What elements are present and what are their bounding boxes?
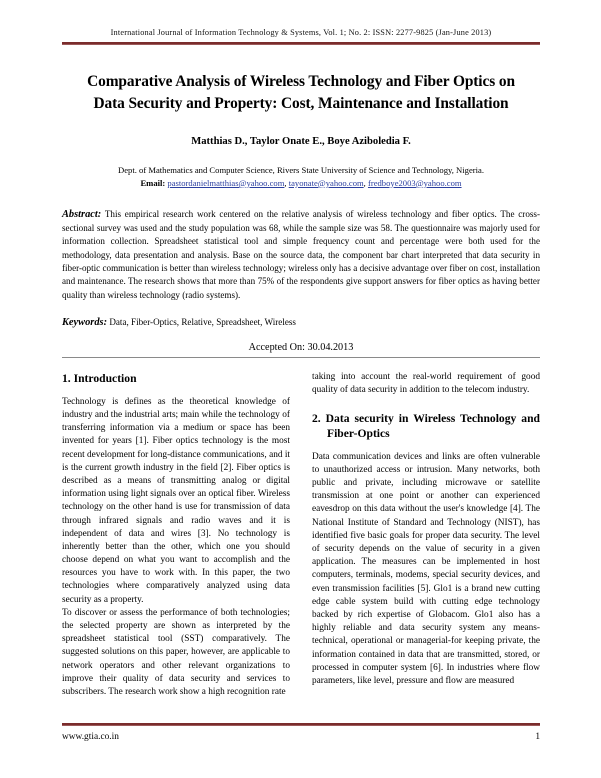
right-continuation-paragraph: taking into account the real-world requirement of good quality of data security in addition to the telecom industry.: [312, 372, 540, 396]
left-paragraph-2: To discover or assess the performance of both technologies; the selected property are shown as interpreted by the spreadsheet statistical tool (SST) comparatively. The suggested solutions on this paper, however, are applicable to network operators and other relevant organizations to improve their quality of data security and services to subscribers. The research work show a high recognition rate: [62, 607, 290, 697]
keywords-label: Keywords:: [62, 316, 108, 328]
left-paragraph-1: Technology is defines as the theoretical knowledge of industry and the industrial arts; main while the technology of transferring information via a medium or space has been invented for years [1]. Fiber optics technology is the most recent development for long-distance communications, and it is the current growth industry in the field [2]. Fiber optics is described as a means of transmitting analog or digital information using light signals over an optical fiber. Wireless technology on the other hand is use for transmission of data through infrared signals and radio waves and it is independent of data and wires [3]. No technology is inherently better than the other, which one you should choose depend on what you want to accomplish and the resources you have to work with. In this paper, the two technologies where comparatively analyzed using data security as a property.: [62, 396, 290, 605]
abstract-text: This empirical research work centered on the relative analysis of wireless technology and fiber optics. The cross-sectional survey was used and the study population was 68, while the sample size was 58. The questionnaire was majorly used for information collection. Spreadsheet statistical tool and simple frequency count and percentage were both used for the methodology, data presentation and analysis. Base on the source data, the component bar chart interpreted that data security in fiber-optic communication is better than wireless technology; wireless only has a decisive advantage over fiber on cost, installation and maintenance. The research shows that more than 75% of the respondents give support answers for fiber optics as having better quality than wireless technology (radio systems).: [62, 208, 540, 300]
page-footer: [62, 723, 540, 742]
body-columns: [62, 371, 540, 699]
accepted-rule: [62, 357, 540, 358]
abstract-block: [62, 207, 540, 302]
footer-website[interactable]: www.gtia.co.in: [62, 732, 119, 742]
keywords-text: Data, Fiber-Optics, Relative, Spreadsheet, Wireless: [109, 316, 296, 327]
section-heading-2: 2. Data security in Wireless Technology and Fiber-Optics: [312, 411, 540, 441]
page-title: Comparative Analysis of Wireless Technology and Fiber Optics on Data Security and Property: Cost, Maintenance and Installation: [87, 73, 515, 112]
footer-bar: [62, 732, 540, 742]
left-column: [62, 371, 290, 699]
right-paragraph-1: Data communication devices and links are often vulnerable to unauthorized access or intrusion. Many networks, both public and private, including microwave or satellite transmission at one point or another can experienced eavesdrop on this data without the user's knowledge [4]. The National Institute of Standard and Technology (NIST), has identified five basic goals for proper data security. The level of security depends on the value of security in a given application. The measures can be implemented in host computers, terminals, modems, special security devices, and even transmission facilities [5]. Glo1 is a brand new cutting edge cable system build with cutting edge technology backed by rich expertise of Globacom. Glo1 also has a highly reliable and data security system any means-technical, operational or managerial-for keeping private, the information contained in data that are transmitted, stored, or processed in computer system [6]. In industries where flow parameters, like level, pressure and flow are measured: [312, 451, 540, 686]
running-head: International Journal of Information Technology & Systems, Vol. 1; No. 2: ISSN: 2277-9825 (Jan-June 2013): [110, 28, 492, 37]
accepted-date: Accepted On: 30.04.2013: [248, 342, 354, 354]
email-sep-1: ,: [284, 177, 289, 188]
email-link-2[interactable]: tayonate@yahoo.com: [288, 177, 364, 188]
email-sep-2: ,: [363, 177, 368, 188]
right-column: [312, 371, 540, 699]
header-rule: [62, 42, 540, 45]
footer-rule: [62, 723, 540, 726]
abstract-label: Abstract:: [62, 208, 102, 220]
email-link-1[interactable]: pastordanielmatthias@yahoo.com: [167, 177, 285, 188]
email-label: Email:: [140, 177, 166, 188]
affiliation: Dept. of Mathematics and Computer Science, Rivers State University of Science and Technology, Nigeria.: [118, 164, 484, 175]
footer-page-number: 1: [535, 732, 540, 742]
email-line: [62, 177, 540, 190]
email-link-3[interactable]: fredboye2003@yahoo.com: [367, 177, 462, 188]
keywords-block: [62, 315, 540, 330]
author-list: Matthias D., Taylor Onate E., Boye Aziboledia F.: [191, 135, 411, 147]
section-heading-1: 1. Introduction: [62, 372, 137, 386]
page-content: [62, 0, 540, 778]
